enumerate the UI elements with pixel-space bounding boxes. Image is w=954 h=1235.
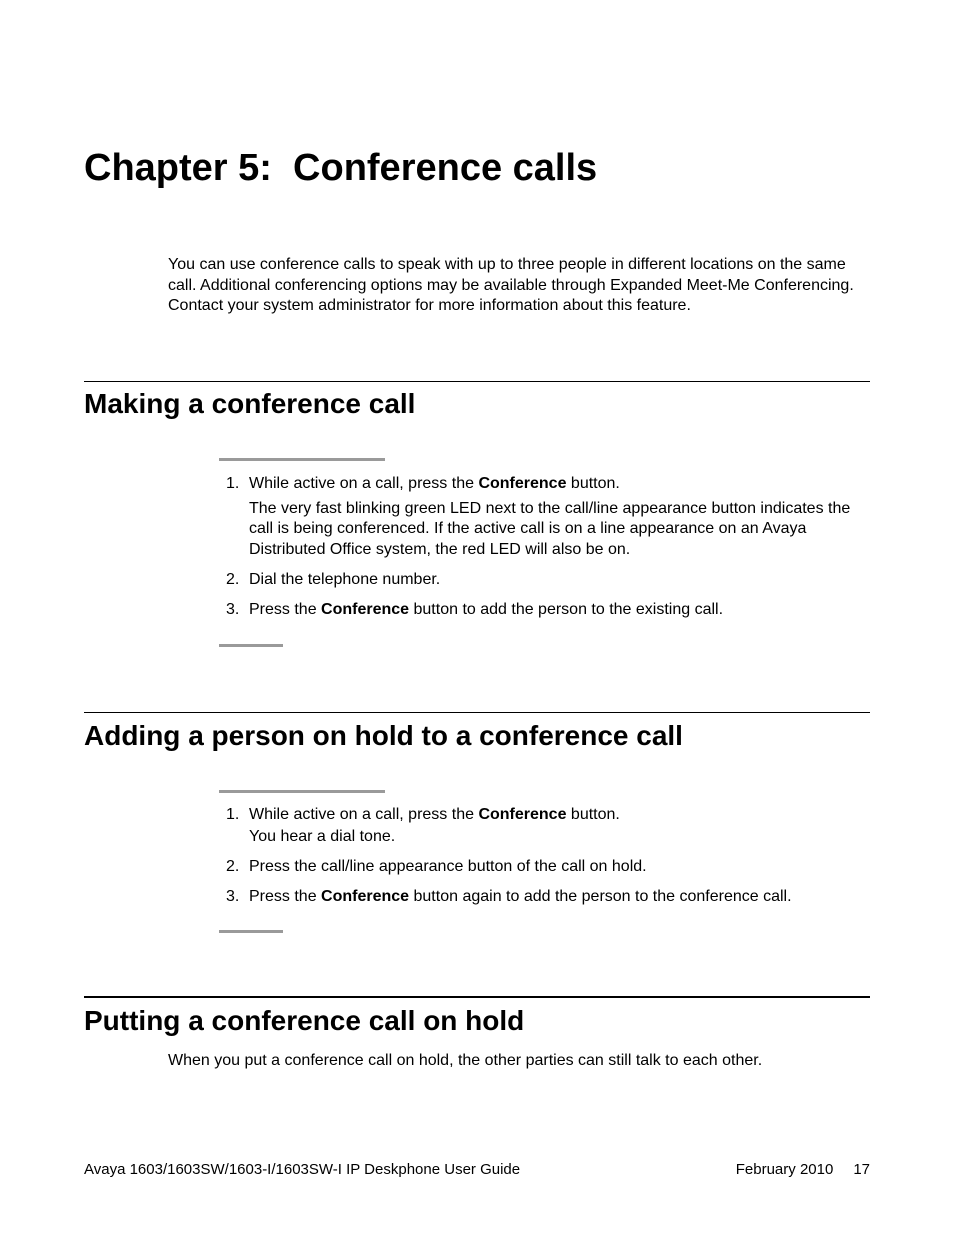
step-text: Press the call/line appearance button of the call on hold. [249,857,647,875]
step-keyword: Conference [321,887,410,905]
list-item [219,474,874,560]
step-text: While active on a call, press the [249,475,479,492]
section-divider [84,712,870,713]
step-text: Press the [249,600,322,618]
step-result: The very fast blinking green LED next to the call/line appearance button indicates the call is being conferenced. If the active call is on a line appearance on an Avaya Distributed Office system, the red LED will also be on. [249,499,851,558]
step-keyword: Conference [321,600,410,618]
step-number: 3. [226,887,240,905]
procedure-start-rule [219,458,385,461]
step-number: 1. [226,806,240,823]
list-item [219,887,874,908]
section-divider [84,996,870,998]
step-result: You hear a dial tone. [249,827,396,845]
list-item [219,600,874,621]
step-keyword: Conference [478,475,567,492]
list-item [219,857,874,878]
step-number: 1. [226,475,240,492]
step-text: While active on a call, press the [249,806,479,823]
step-text: button again to add the person to the conference call. [409,887,792,905]
section-divider [84,381,870,382]
step-text: button. [566,806,620,823]
step-text: button to add the person to the existing call. [409,600,724,618]
chapter-title: Chapter 5: Conference calls [84,147,598,189]
section-title-adding-person-on-hold: Adding a person on hold to a conference call [84,720,683,751]
step-text: button. [566,475,620,492]
footer-date: February 2010 [735,1161,834,1178]
procedure-steps-making-conference-call [219,474,874,620]
procedure-steps-adding-person-on-hold [219,805,874,907]
list-item [219,570,874,591]
section-title-making-conference-call: Making a conference call [84,388,416,419]
step-keyword: Conference [478,806,567,823]
list-item [219,805,874,847]
page-number: 17 [853,1161,870,1178]
step-number: 2. [226,570,240,588]
step-text: Press the [249,887,322,905]
section-title-putting-conference-on-hold: Putting a conference call on hold [84,1005,525,1036]
footer-guide-title: Avaya 1603/1603SW/1603-I/1603SW-I IP Deskphone User Guide [84,1161,521,1178]
section-body: When you put a conference call on hold, the other parties can still talk to each other. [168,1052,763,1069]
chapter-intro: You can use conference calls to speak with up to three people in different locations on the same call. Additional conferencing options may be available through Expanded Meet-Me Conferencing. Contact your system administrator for more information about this feature. [168,256,854,314]
procedure-end-rule [219,644,283,647]
procedure-end-rule [219,930,283,933]
procedure-start-rule [219,790,385,793]
step-text: Dial the telephone number. [249,570,441,588]
step-number: 2. [226,857,240,875]
footer-meta [736,1161,870,1179]
step-number: 3. [226,600,240,618]
